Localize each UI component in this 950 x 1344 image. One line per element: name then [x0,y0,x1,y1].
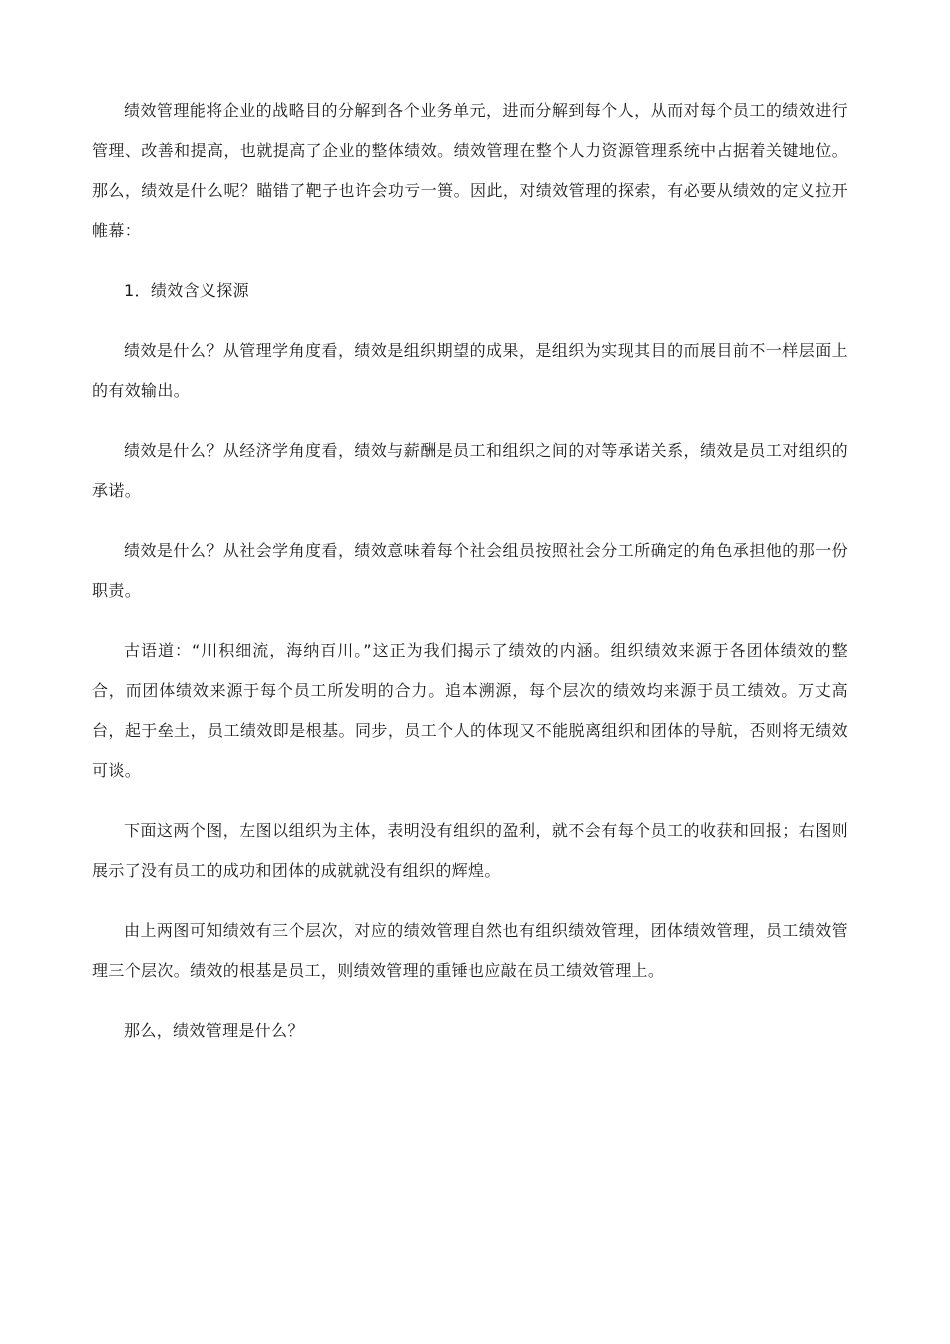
document-body [92,91,848,1051]
section-heading: 1．绩效含义探源 [124,281,249,300]
economics-view-paragraph: 绩效是什么？从经济学角度看，绩效与薪酬是员工和组织之间的对等承诺关系，绩效是员工对组织的承诺。 [92,441,848,500]
sociology-view-paragraph: 绩效是什么？从社会学角度看，绩效意味着每个社会组员按照社会分工所确定的角色承担他的那一份职责。 [92,541,848,600]
levels-paragraph: 由上两图可知绩效有三个层次，对应的绩效管理自然也有组织绩效管理，团体绩效管理，员工绩效管理三个层次。绩效的根基是员工，则绩效管理的重锤也应敲在员工绩效管理上。 [92,921,848,980]
intro-paragraph: 绩效管理能将企业的战略目的分解到各个业务单元，进而分解到每个人，从而对每个员工的绩效进行管理、改善和提高，也就提高了企业的整体绩效。绩效管理在整个人力资源管理系统中占据着关键地位。那么，绩效是什么呢？瞄错了靶子也许会功亏一篑。因此，对绩效管理的探索，有必要从绩效的定义拉开帷幕： [92,101,848,240]
closing-question-paragraph: 那么，绩效管理是什么？ [124,1021,304,1040]
management-view-paragraph: 绩效是什么？从管理学角度看，绩效是组织期望的成果，是组织为实现其目的而展目前不一样层面上的有效输出。 [92,341,848,400]
proverb-paragraph: 古语道：“川积细流，海纳百川。”这正为我们揭示了绩效的内涵。组织绩效来源于各团体绩效的整合，而团体绩效来源于每个员工所发明的合力。追本溯源，每个层次的绩效均来源于员工绩效。万丈高台，起于垒土，员工绩效即是根基。同步，员工个人的体现又不能脱离组织和团体的导航，否则将无绩效可谈。 [92,641,848,780]
figures-paragraph: 下面这两个图，左图以组织为主体，表明没有组织的盈利，就不会有每个员工的收获和回报；右图则展示了没有员工的成功和团体的成就就没有组织的辉煌。 [92,821,848,880]
